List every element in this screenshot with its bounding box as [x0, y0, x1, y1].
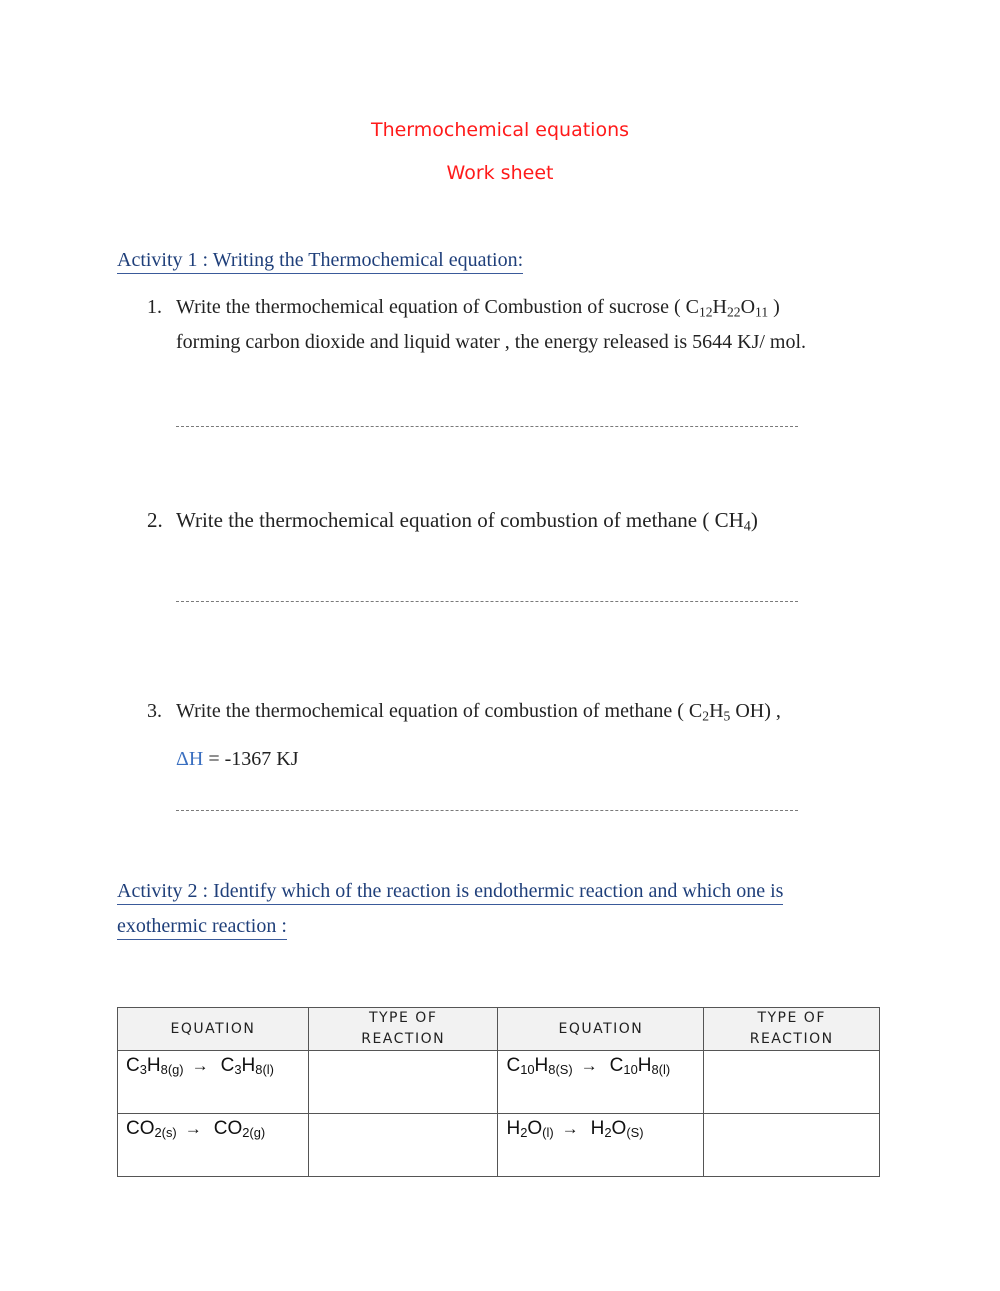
header-type-of-reaction-2: TYPE OF REACTION: [704, 1008, 880, 1051]
arrow-icon: →: [580, 1056, 598, 1075]
question-2-number: 2.: [147, 508, 163, 532]
equation-naphthalene-melting: $C_{10}H_{8(S)} \to C_{10}H_{8(l)}$: [498, 1051, 704, 1114]
equation-water-freezing: $H_2O_{(l)} \to H_2O_{(S)}$: [498, 1114, 704, 1177]
worksheet-title: Thermochemical equations: [370, 119, 630, 141]
header-equation-1: EQUATION: [118, 1008, 309, 1051]
table-header-row: [118, 1008, 880, 1051]
type-answer-cell[interactable]: [704, 1114, 880, 1177]
arrow-icon: →: [184, 1119, 202, 1138]
answer-line-3[interactable]: [176, 810, 798, 811]
activity-2-heading-line2: exothermic reaction :: [117, 915, 287, 938]
sucrose-formula: $C_{12}H_{22}O_{11}$: [685, 296, 769, 320]
question-3-number: 3.: [147, 700, 162, 722]
methane-formula: $CH_4$: [714, 508, 751, 535]
answer-line-2[interactable]: [176, 601, 798, 602]
header-equation-2: EQUATION: [498, 1008, 704, 1051]
activity-1-heading: Activity 1 : Writing the Thermochemical equation:: [117, 249, 523, 272]
arrow-icon: →: [191, 1056, 209, 1075]
delta-h-value: = -1367 KJ: [203, 748, 299, 770]
question-1-line2: forming carbon dioxide and liquid water , the energy released is 5644 KJ/ mol.: [176, 331, 807, 353]
question-2-text: Write the thermochemical equation of combustion of methane ( $CH_4$): [176, 508, 758, 535]
activity-2-heading-line1: Activity 2 : Identify which of the reaction is endothermic reaction and which one is: [117, 880, 783, 903]
equation-co2-sublimation: $CO_{2(s)} \to CO_{2(g)}$: [118, 1114, 309, 1177]
delta-h-label: ΔH: [176, 748, 204, 770]
question-3-text: Write the thermochemical equation of combustion of methane ( $C_2H_5$ OH) ,: [176, 700, 781, 724]
question-1-line1: Write the thermochemical equation of Combustion of sucrose ( $C_{12}H_{22}O_{11}$ ): [176, 296, 780, 320]
question-1-number: 1.: [147, 296, 162, 318]
question-3-enthalpy: [176, 748, 298, 771]
answer-line-1[interactable]: [176, 426, 798, 427]
equation-propane-condensation: $C_3H_{8(g)} \to C_3H_{8(l)}$: [118, 1051, 309, 1114]
type-answer-cell[interactable]: [704, 1051, 880, 1114]
worksheet-subtitle: Work sheet: [446, 162, 554, 184]
ethanol-formula: $C_2H_5$ OH: [688, 700, 765, 724]
header-type-of-reaction-1: TYPE OF REACTION: [308, 1008, 498, 1051]
type-answer-cell[interactable]: [308, 1114, 498, 1177]
table-row: [118, 1114, 880, 1177]
type-answer-cell[interactable]: [308, 1051, 498, 1114]
arrow-icon: →: [561, 1119, 579, 1138]
table-row: [118, 1051, 880, 1114]
reaction-table: [117, 1007, 880, 1177]
